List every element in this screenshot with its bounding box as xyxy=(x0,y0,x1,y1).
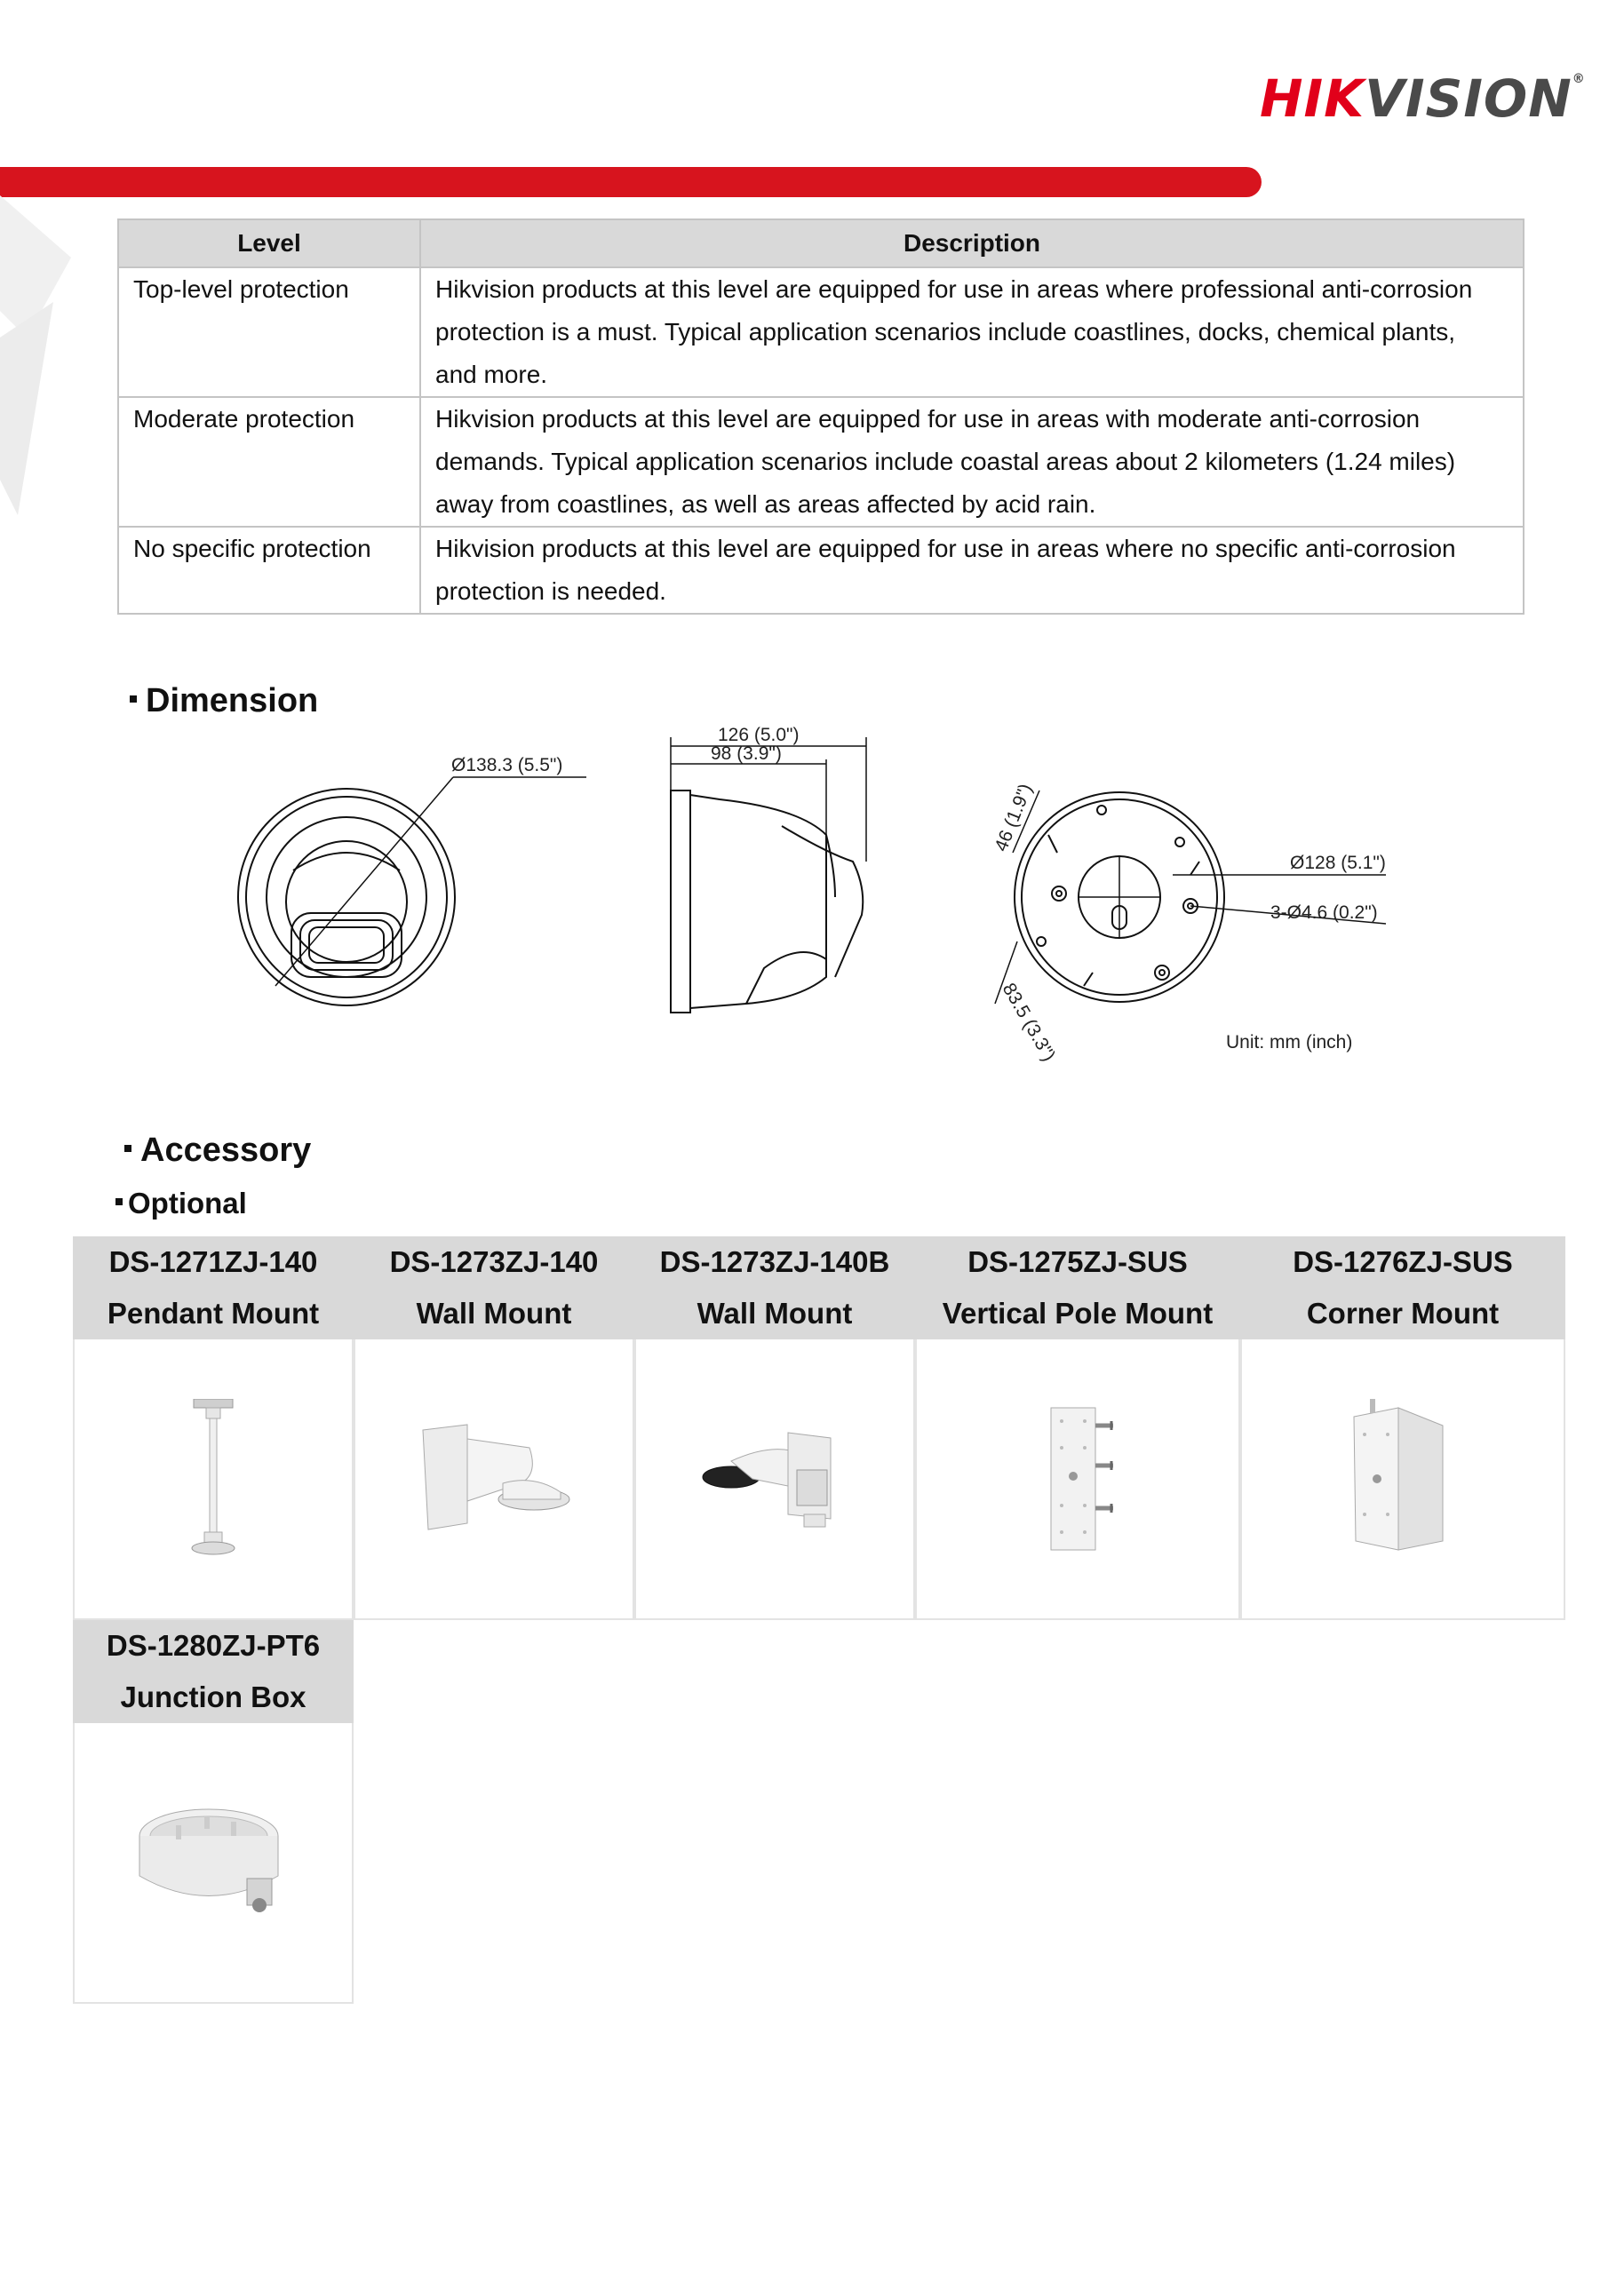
dimension-heading: Dimension xyxy=(130,684,318,718)
accessory-name: Junction Box xyxy=(120,1680,306,1713)
accessory-item xyxy=(1240,1236,1565,1620)
accessory-name: Corner Mount xyxy=(1306,1297,1500,1330)
pendant-mount-image xyxy=(73,1339,354,1620)
accessory-name: Pendant Mount xyxy=(107,1297,320,1330)
accessory-item xyxy=(73,1236,354,1620)
junction-box-image xyxy=(73,1723,354,2004)
base-view xyxy=(995,790,1386,1004)
accessory-heading: Accessory xyxy=(124,1133,311,1167)
level-cell: No specific protection xyxy=(118,527,420,614)
level-cell: Top-level protection xyxy=(118,267,420,397)
accessory-model: DS-1273ZJ-140B xyxy=(659,1245,890,1278)
table-row xyxy=(118,527,1524,614)
col-header-level: Level xyxy=(118,219,420,267)
accessory-item xyxy=(915,1236,1240,1620)
level-cell: Moderate protection xyxy=(118,397,420,527)
optional-heading: Optional xyxy=(115,1188,247,1218)
base-holes-label: 3-Ø4.6 (0.2") xyxy=(1270,902,1378,923)
front-view xyxy=(238,777,586,1005)
accessory-item xyxy=(354,1236,634,1620)
corner-mount-image xyxy=(1240,1339,1565,1620)
accessory-item xyxy=(73,1620,354,2004)
side-view xyxy=(671,737,866,1013)
accessory-item xyxy=(634,1236,915,1620)
description-cell: Hikvision products at this level are equipped for use in areas where professional anti-corrosion protection is a must. Typical application scenarios include coastlines, docks, chemical plants, and more. xyxy=(420,267,1524,397)
description-cell: Hikvision products at this level are equipped for use in areas where no specific anti-corrosion protection is needed. xyxy=(420,527,1524,614)
vertical-pole-mount-image xyxy=(915,1339,1240,1620)
accessory-model: DS-1271ZJ-140 xyxy=(108,1245,318,1278)
decorative-shape xyxy=(0,195,80,533)
accessory-name: Wall Mount xyxy=(697,1297,853,1330)
accessory-name: Vertical Pole Mount xyxy=(942,1297,1214,1330)
wall-mount-b-image xyxy=(634,1339,915,1620)
col-header-description: Description xyxy=(420,219,1524,267)
base-diameter-label: Ø128 (5.1") xyxy=(1290,853,1386,873)
base-46-label: 46 (1.9") xyxy=(991,781,1037,854)
protection-level-table xyxy=(117,218,1524,615)
side-inner-label: 98 (3.9") xyxy=(711,743,782,764)
base-83-label: 83.5 (3.3") xyxy=(998,980,1060,1065)
accessory-model: DS-1276ZJ-SUS xyxy=(1293,1245,1513,1278)
accessory-model: DS-1273ZJ-140 xyxy=(389,1245,599,1278)
table-row xyxy=(118,397,1524,527)
accessory-name: Wall Mount xyxy=(416,1297,572,1330)
wall-mount-image xyxy=(354,1339,634,1620)
table-row xyxy=(118,267,1524,397)
unit-label: Unit: mm (inch) xyxy=(1226,1032,1353,1053)
description-cell: Hikvision products at this level are equipped for use in areas with moderate anti-corrosion demands. Typical application scenarios include coastal areas about 2 kilometers (1.24 miles) away from coastlines, as well as areas affected by acid rain. xyxy=(420,397,1524,527)
header-red-bar xyxy=(0,167,1262,197)
accessory-model: DS-1280ZJ-PT6 xyxy=(106,1629,321,1662)
accessory-model: DS-1275ZJ-SUS xyxy=(967,1245,1188,1278)
hikvision-logo: HIKVISION® xyxy=(1260,68,1586,129)
side-total-label: 126 (5.0") xyxy=(718,725,800,745)
dimension-drawing xyxy=(213,719,1421,1075)
front-diameter-label: Ø138.3 (5.5") xyxy=(451,755,563,775)
